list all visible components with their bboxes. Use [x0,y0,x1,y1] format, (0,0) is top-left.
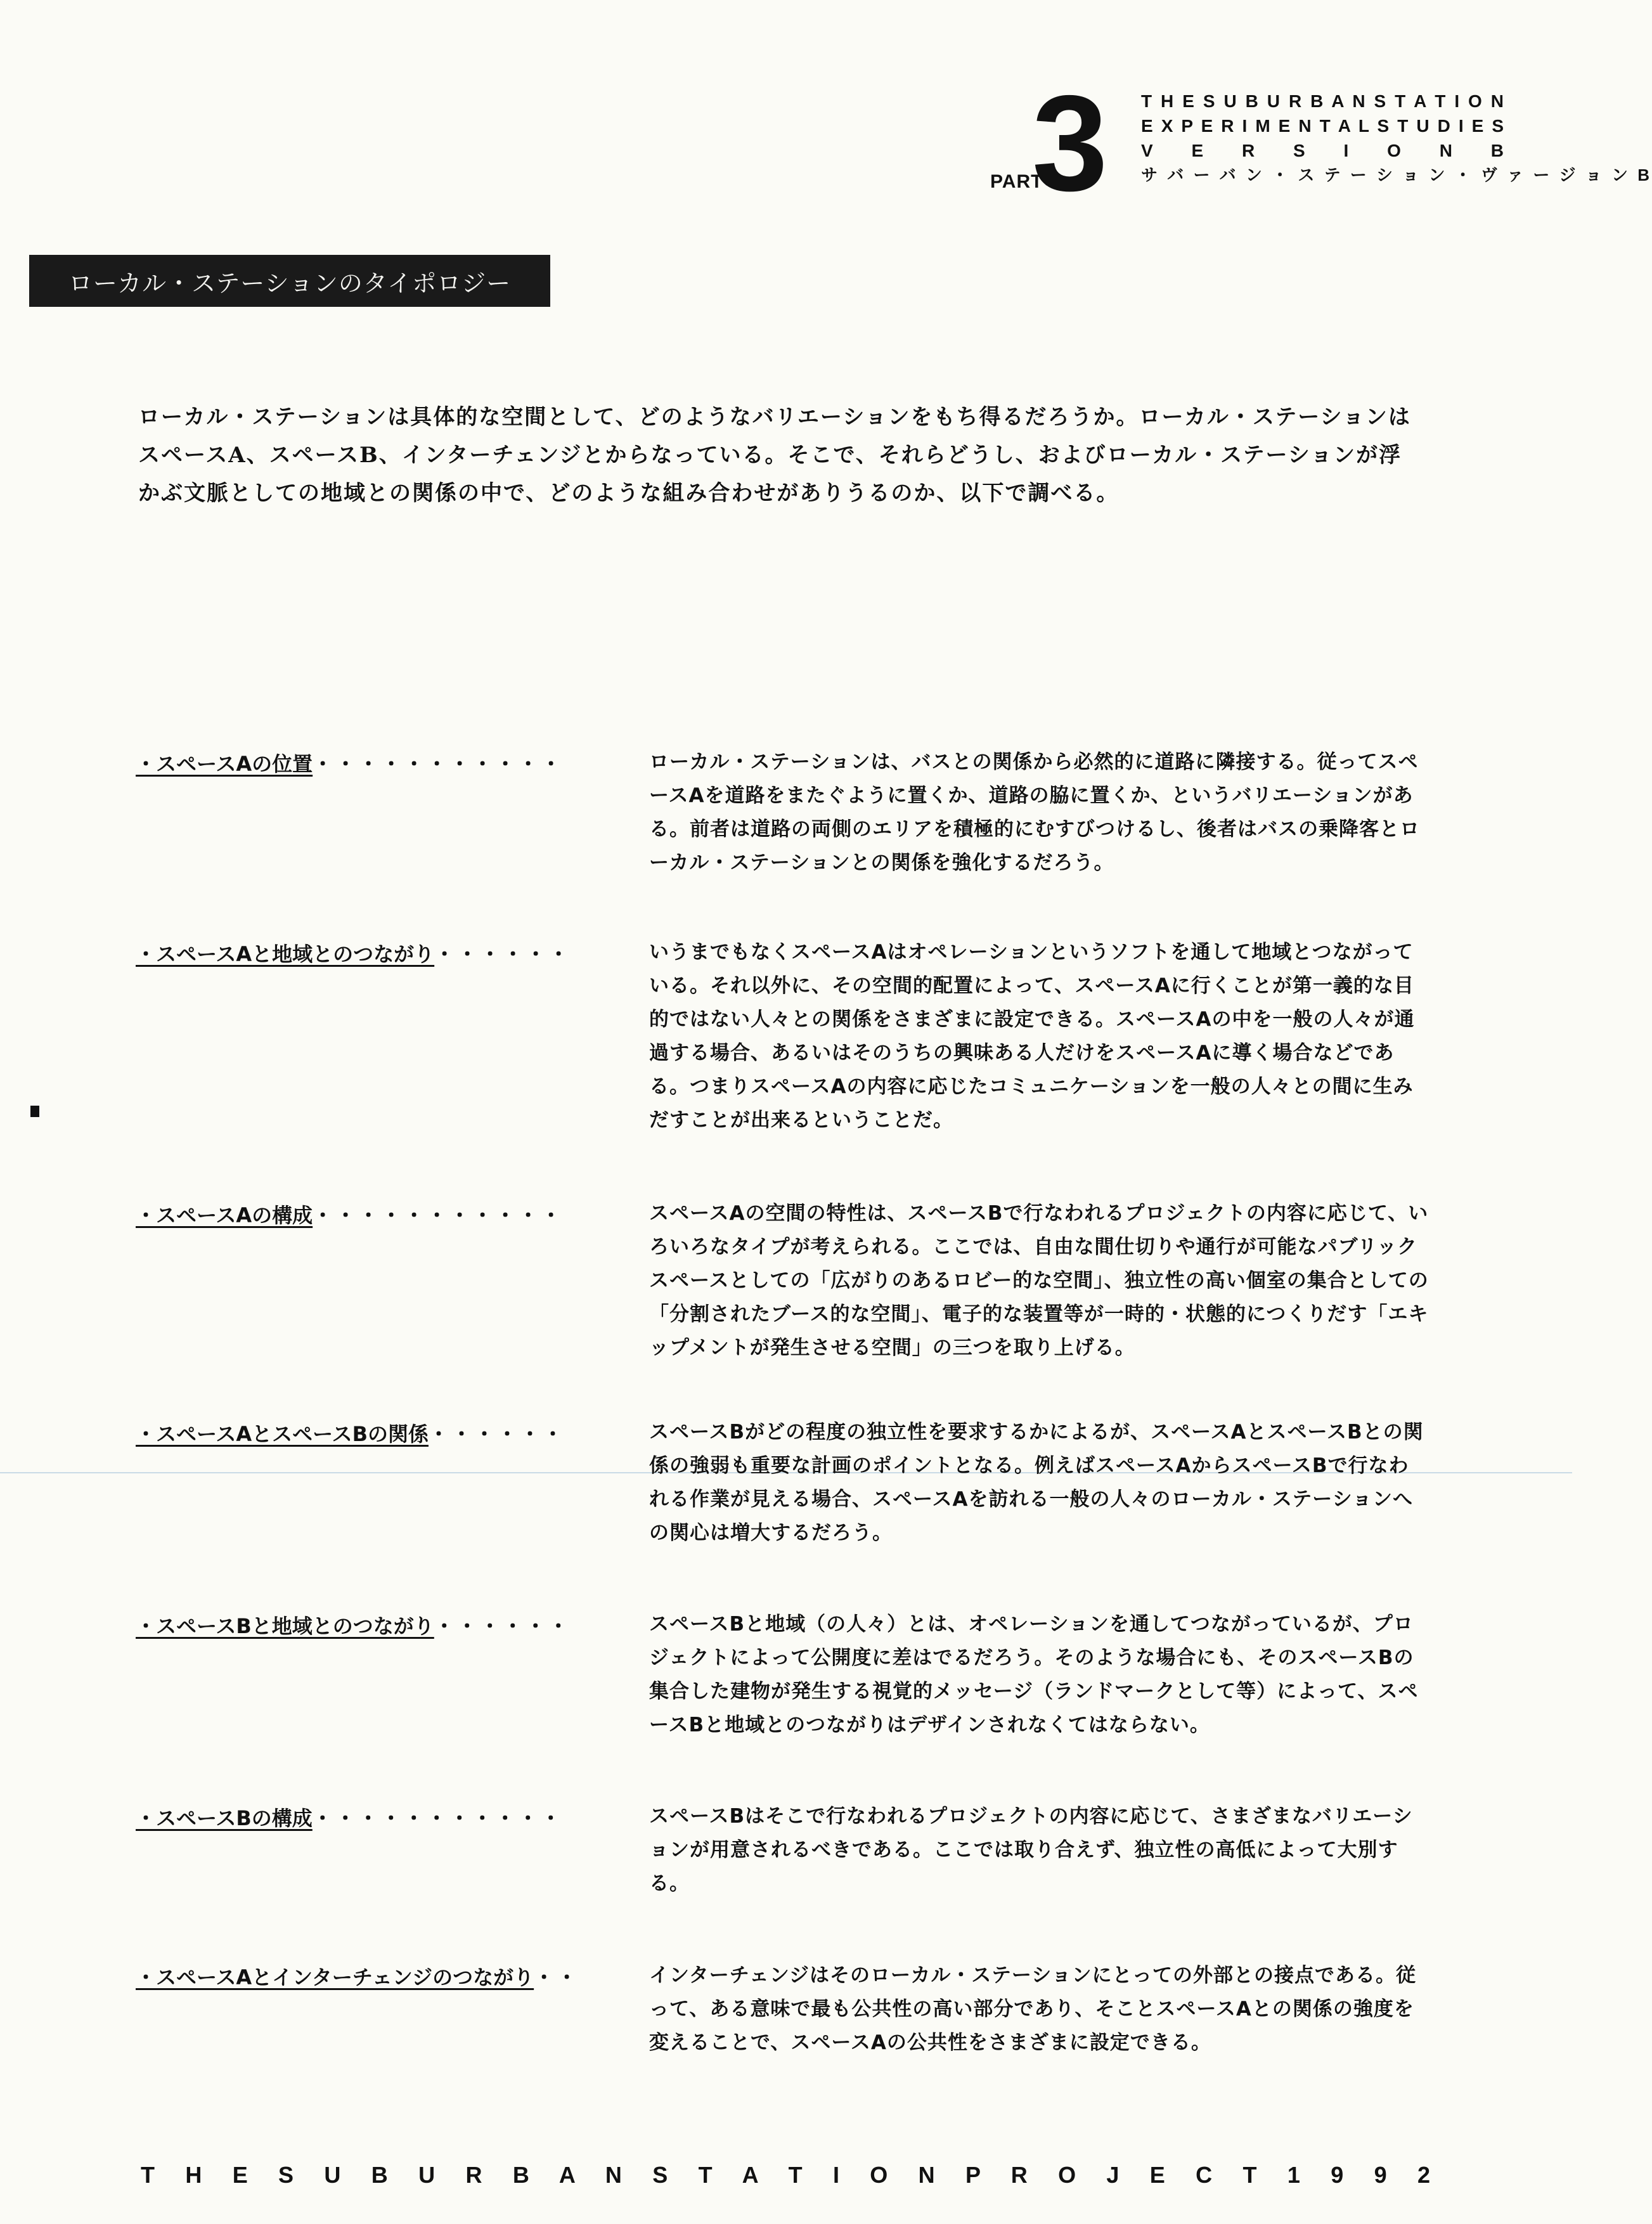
section-body-2: いうまでもなくスペースAはオペレーションというソフトを通して地域とつながっている。それ以外に、その空間的配置によって、スペースAに行くことが第一義的な目的ではない人々との関係をさまざまに設定できる。スペースAの中を一般の人々が通過する場合、あるいはそのうちの興味ある人だけをスペースAに導く場合などである。つまりスペースAの内容に応じたコミュニケーションを一般の人々との間に生みだすことが出来るということだ。 [649,941,1415,1132]
leader-dots: ・・・・・・ [428,1422,565,1446]
section-label-7 [136,1962,643,1991]
leader-dots: ・・・・・・・・・・・ [313,1203,564,1227]
section-label-3 [136,1199,643,1229]
margin-mark [30,1106,39,1117]
section-heading: ・スペースBの構成 [136,1806,313,1830]
leader-dots: ・・ [534,1965,580,1989]
section-body-4: スペースBがどの程度の独立性を要求するかによるが、スペースAとスペースBとの関係の強弱も重要な計画のポイントとなる。例えばスペースAからスペースBで行なわれる作業が見える場合、スペースAを訪れる一般の人々のローカル・ステーションへの関心は増大するだろう。 [649,1421,1424,1544]
series-title-block [1141,89,1652,188]
section-heading: ・スペースBと地域とのつながり [136,1614,434,1638]
series-title-line-4: サ バ ー バ ン ・ ス テ ー シ ョ ン ・ ヴ ァ ー ジ ョ ン B [1141,165,1652,184]
section-label-1 [136,748,643,777]
section-title-band [29,255,550,307]
leader-dots: ・・・・・・ [434,942,572,966]
series-title-line-3: V E R S I O N B [1141,141,1504,160]
section-body-1: ローカル・ステーションは、バスとの関係から必然的に道路に隣接する。従ってスペースAを道路をまたぐように置くか、道路の脇に置くか、というバリエーションがある。前者は道路の両側のエリアを積極的にむすびつけるし、後者はバスの乗降客とローカル・ステーションとの関係を強化するだろう。 [649,751,1420,874]
series-title-line-2: E X P E R I M E N T A L S T U D I E S [1141,116,1504,136]
section-title: ローカル・ステーションのタイポロジー [68,269,512,297]
part-label: PART [990,171,1043,192]
section-body-6: スペースBはそこで行なわれるプロジェクトの内容に応じて、さまざまなバリエーションが用意されるべきである。ここでは取り合えず、独立性の高低によって大別する。 [649,1805,1413,1895]
leader-dots: ・・・・・・・・・・・ [313,752,564,776]
leader-dots: ・・・・・・・・・・・ [312,1806,564,1830]
part-number: 3 [1032,67,1104,219]
series-title-line-1: T H E S U B U R B A N S T A T I O N [1141,91,1504,111]
leader-dots: ・・・・・・ [434,1614,571,1638]
intro-paragraph: ローカル・ステーションは具体的な空間として、どのようなバリエーションをもち得るだろうか。ローカル・ステーションはスペースA、スペースB、インターチェンジとからなっている。そこで、それらどうし、およびローカル・ステーションが浮かぶ文脈としての地域との関係の中で、どのような組み合わせがありうるのか、以下で調べる。 [138,404,1411,506]
section-label-6 [136,1802,643,1832]
section-body-3: スペースAの空間の特性は、スペースBで行なわれるプロジェクトの内容に応じて、いろいろなタイプが考えられる。ここでは、自由な間仕切りや通行が可能なパブリックスペースとしての「広がりのあるロビー的な空間」、独立性の高い個室の集合としての「分割されたブース的な空間」、電子的な装置等が一時的・状態的につくりだす「エキップメントが発生させる空間」の三つを取り上げる。 [649,1202,1429,1359]
section-heading: ・スペースAとインターチェンジのつながり [136,1965,534,1989]
section-body-5: スペースBと地域（の人々）とは、オペレーションを通してつながっているが、プロジェクトによって公開度に差はでるだろう。そのような場合にも、そのスペースBの集合した建物が発生する視覚的メッセージ（ランドマークとして等）によって、スペースBと地域とのつながりはデザインされなくてはならない。 [649,1613,1419,1736]
section-heading: ・スペースAとスペースBの関係 [136,1422,429,1446]
section-heading: ・スペースAの位置 [136,752,313,776]
section-body-7: インターチェンジはそのローカル・ステーションにとっての外部との接点である。従って、ある意味で最も公共性の高い部分であり、そことスペースAとの関係の強度を変えることで、スペースAの公共性をさまざまに設定できる。 [649,1964,1416,2054]
section-label-4 [136,1418,643,1447]
footer-project-title: T H E S U B U R B A N S T A T I O N P R O J E C T 1 9 9 2 [141,2162,1430,2188]
section-label-5 [136,1610,643,1639]
section-heading: ・スペースAの構成 [136,1203,313,1227]
section-label-2 [136,938,643,967]
section-heading: ・スペースAと地域とのつながり [136,942,435,966]
